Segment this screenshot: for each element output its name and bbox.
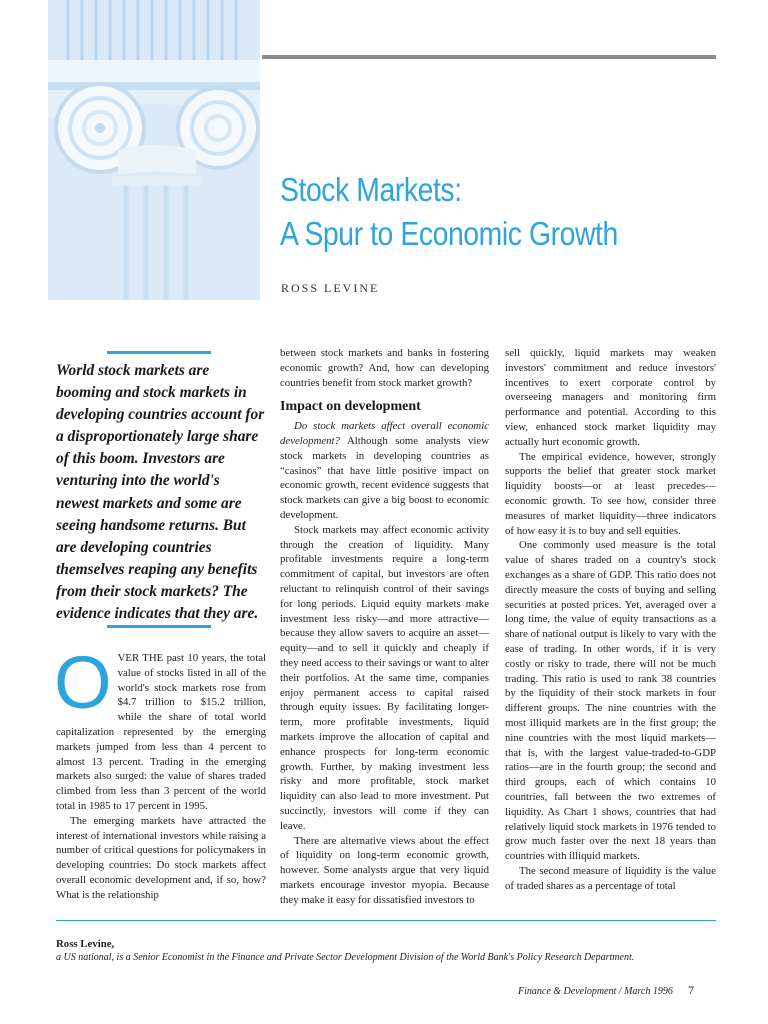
author-byline: ROSS LEVINE [281,281,380,295]
paragraph: The second measure of liquidity is the value of traded shares as a percentage of total [505,864,716,892]
text-column-2 [280,346,489,907]
opening-paragraph-text: VER THE past 10 years, the total value of stocks listed in all of the world's stock markets rose from $4.7 trillion to $15.2 trillion, while the share of total world capitalization represented by the emerging markets jumped from less than 4 percent to almost 13 percent. Trading in the emerging markets also surged: the value of shares traded climbed from less than 3 percent of the world total in 1985 to 17 percent in 1995. [56,652,266,812]
paragraph: There are alternative views about the effect of liquidity on long-term economic growth, however. Some analysts argue that very liquid markets encourage investor myopia. Because they make it easy for dissatisfied investors to [280,834,489,906]
section-heading: Impact on development [280,399,421,415]
pull-quote-bottom-rule [107,625,211,628]
paragraph: The emerging markets have attracted the interest of international investors while raising a number of critical questions for policymakers in developing countries: Do stock markets affect overall economic development and, if so, how? What is the relationship [56,814,266,901]
footnote-author-name: Ross Levine, [56,938,115,950]
italic-question: Do stock markets affect overall economic development? [280,420,489,447]
title-line-1: Stock Markets: [280,171,462,208]
paragraph: Stock markets may affect economic activity through the creation of liquidity. Many profitable investments require a long-term commitment of capital, but investors are often reluctant to relinquish control of their savings for long periods. Liquid equity markets make investment less risky—and more attractive—because they allow savers to acquire an asset—equity—and to sell it quickly and cheaply if they need access to their savings or want to alter their portfolios. At the same time, companies enjoy permanent access to capital raised through equity issues. By facilitating longer-term, more profitable investments, liquid markets improve the allocation of capital and enhance prospects for long-term economic growth. Further, by making investment less risky and more profitable, stock market liquidity can also lead to more investment. Put succinctly, investors will come if they can leave. [280,523,489,832]
text-column-3 [505,346,716,893]
column-capital-illustration [48,0,260,300]
footnote-author-description: a US national, is a Senior Economist in the Finance and Private Sector Development Division of the World Bank's Policy Research Department. [56,952,635,963]
paragraph: sell quickly, liquid markets may weaken investors' commitment and reduce investors' incentives to exert corporate control by overseeing managers and monitoring firm performance and potential. According to this view, enhanced stock market liquidity may actually hurt economic growth. [505,347,716,448]
paragraph-text: Although some analysts view stock markets in developing countries as “casinos” that have little positive impact on economic growth, recent evidence suggests that stock markets can give a big boost to economic development. [280,434,489,521]
drop-cap: O [54,641,112,724]
paragraph [280,419,489,523]
footnote-rule [56,920,716,921]
pull-quote-top-rule [107,351,211,354]
page-number: 7 [688,983,694,997]
title-line-2: A Spur to Economic Growth [280,215,618,252]
journal-footer: Finance & Development / March 1996 [518,986,673,997]
paragraph: One commonly used measure is the total value of shares traded on a country's stock exchanges as a share of GDP. This ratio does not directly measure the costs of buying and selling securities at posted prices. Yet, averaged over a long time, the value of equity transactions as a share of national output is likely to vary with the ease of trading. In other words, if it is very costly or risky to trade, there will not be much trading. This ratio is used to rank 38 countries by the liquidity of their stock markets in four different groups. The nine countries with the most illiquid markets are in the first group; the nine countries with the most liquid markets—that is, with the largest value-traded-to-GDP ratios—are in the fourth group; the second and third groups, each of which contains 10 countries, fall between the two extremes of liquidity. As Chart 1 shows, countries that had relatively liquid stock markets in 1976 tended to grow much faster over the next 18 years than countries with illiquid markets. [505,539,716,863]
opening-paragraph [54,641,266,814]
paragraph: between stock markets and banks in fostering economic growth? And, how can developing countries benefit from stock market growth? [280,347,489,389]
text-column-1 [54,641,266,903]
header-rule [262,55,716,59]
pull-quote: World stock markets are booming and stock markets in developing countries account for a disproportionately large share of this boom. Investors are venturing into the world's newest markets and some are seeing handsome returns. But are developing countries themselves reaping any benefits from their stock markets? The evidence indicates that they are. [56,362,265,623]
paragraph: The empirical evidence, however, strongly supports the belief that greater stock market liquidity boosts—or at least precedes—economic growth. To see how, consider three measures of market liquidity—three indicators of how easy it is to buy and sell equities. [505,450,716,537]
article-title [280,168,641,256]
